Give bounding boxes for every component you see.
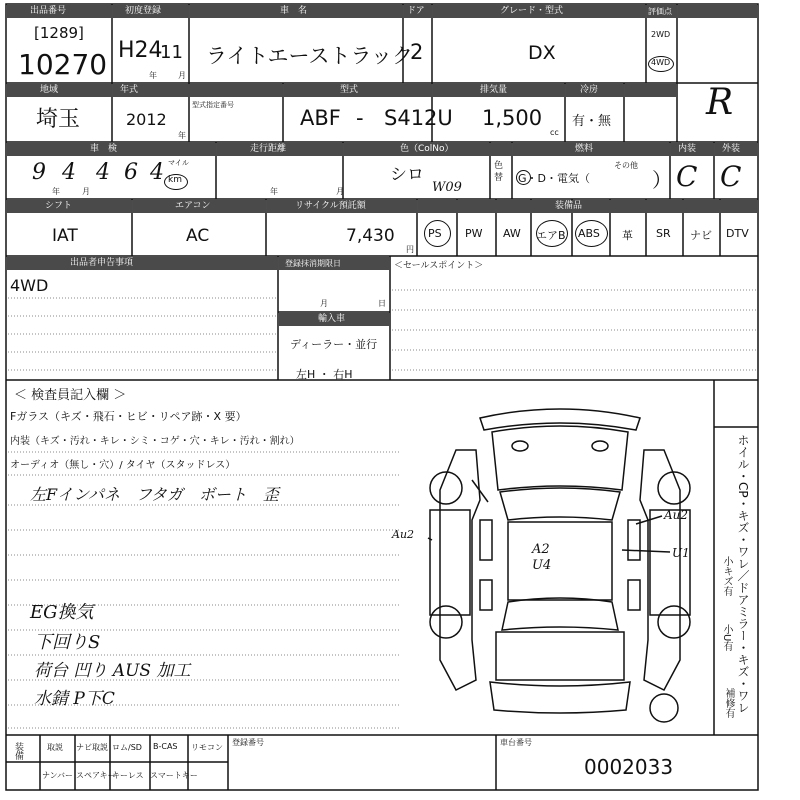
equip-dtv: DTV bbox=[726, 227, 749, 240]
header-fuel: 燃料 bbox=[575, 144, 594, 154]
fuel-options: G・D・電気（ bbox=[518, 172, 590, 185]
footer-item-navi-manual: ナビ取説 bbox=[76, 743, 108, 752]
inspection-month-mark: 月 bbox=[82, 187, 90, 196]
header-exterior: 外装 bbox=[722, 144, 741, 154]
mileage-digit-6: 6 bbox=[124, 160, 138, 185]
header-rating: 評価点 bbox=[648, 7, 672, 16]
grade-value: DX bbox=[528, 42, 556, 64]
color-name: シロ bbox=[390, 165, 424, 185]
inspector-hand-1: 左Fインパネ フタガ ボート 歪 bbox=[30, 485, 279, 504]
diagram-mark-center-2: U4 bbox=[532, 558, 552, 573]
model-dash: - bbox=[356, 106, 364, 130]
header-color: 色（ColNo） bbox=[400, 144, 454, 154]
right-vertical-text: ホイル・CP・キズ・ワレ／ドアミラー・キズ・ワレ bbox=[736, 434, 750, 714]
header-region: 地域 bbox=[40, 85, 59, 95]
footer-chassis-label: 車台番号 bbox=[500, 738, 532, 747]
drive-4wd: 4WD bbox=[651, 58, 671, 67]
transmission-value: IAT bbox=[52, 226, 78, 246]
import-hand: 左H ・ 右H bbox=[296, 368, 353, 381]
import-dealer: ディーラー・並行 bbox=[290, 338, 378, 351]
inspector-glass: Fガラス（キズ・飛石・ヒビ・リペア跡・X 要） bbox=[10, 410, 247, 423]
reg-deadline-month: 月 bbox=[320, 299, 328, 308]
header-model-code: 型式 bbox=[340, 85, 359, 95]
mileage-month-mark: 月 bbox=[336, 187, 344, 196]
recycle-unit: 円 bbox=[406, 245, 414, 254]
fuel-close: ） bbox=[652, 168, 672, 192]
aircon-value: AC bbox=[186, 226, 210, 246]
footer-item-smart-key: スマートキー bbox=[150, 771, 198, 780]
inspection-year: 9 bbox=[32, 160, 46, 185]
model-year-value: 2012 bbox=[126, 110, 167, 129]
rating-handwritten: R bbox=[706, 82, 734, 123]
color-change: 色替 bbox=[494, 161, 504, 183]
header-mileage: 走行距離 bbox=[250, 144, 287, 154]
diagram-mark-right-top: Au2 bbox=[664, 508, 689, 522]
right-small-scratch: 小キズ有 bbox=[721, 556, 732, 596]
inspection-year-mark: 年 bbox=[52, 187, 60, 196]
equip-airbag: エアB bbox=[536, 229, 566, 242]
fuel-other: その他 bbox=[614, 161, 638, 170]
inspector-hand-2: EG換気 bbox=[30, 602, 94, 623]
equip-navi: ナビ bbox=[690, 229, 712, 242]
notes-value: 4WD bbox=[10, 276, 49, 295]
header-transmission: シフト bbox=[45, 201, 73, 211]
equip-leather: 革 bbox=[622, 229, 633, 242]
displacement-unit: cc bbox=[550, 128, 559, 137]
reg-deadline-day: 日 bbox=[378, 299, 386, 308]
footer-item-remote: リモコン bbox=[191, 743, 223, 752]
diagram-mark-center-1: A2 bbox=[532, 542, 550, 557]
first-reg-year: H24 bbox=[118, 38, 163, 63]
diagram-mark-left: Au2 bbox=[392, 528, 415, 541]
header-reg-deadline: 登録抹消期限日 bbox=[285, 259, 341, 268]
inspector-hand-5: 水錆 P下C bbox=[34, 689, 115, 709]
mileage-km: km bbox=[168, 175, 182, 185]
right-repair: 補修有 bbox=[723, 688, 734, 718]
header-car-name: 車 名 bbox=[280, 6, 308, 16]
region-value: 埼玉 bbox=[36, 107, 81, 132]
footer-items-label: 装備 bbox=[13, 742, 23, 760]
header-equipment: 装備品 bbox=[555, 201, 583, 211]
header-first-reg: 初度登録 bbox=[125, 6, 162, 16]
model-code: S412U bbox=[384, 106, 453, 130]
equip-abs: ABS bbox=[578, 227, 600, 240]
mileage-digit-4b: 4 bbox=[150, 160, 164, 185]
header-interior: 内装 bbox=[678, 144, 697, 154]
mileage-digit-4: 4 bbox=[96, 160, 110, 185]
header-aircon: エアコン bbox=[175, 201, 211, 211]
model-prefix: ABF bbox=[300, 106, 341, 130]
header-sales-point: ＜セールスポイント＞ bbox=[394, 261, 484, 271]
footer-chassis-no: 0002033 bbox=[584, 755, 674, 779]
footer-item-manual: 取説 bbox=[47, 743, 63, 752]
model-year-sub: 型式指定番号 bbox=[192, 101, 234, 109]
inspector-interior: 内装（キズ・汚れ・キレ・シミ・コゲ・穴・キレ・汚れ・割れ） bbox=[10, 436, 300, 447]
inspector-header: ＜ 検査員記入欄 ＞ bbox=[14, 388, 127, 403]
mileage-mile: マイル bbox=[168, 159, 189, 167]
header-ac-check: 冷房 bbox=[580, 85, 599, 95]
header-notes: 出品者申告事項 bbox=[70, 258, 134, 268]
inspection-month: 4 bbox=[62, 160, 76, 185]
equip-sr: SR bbox=[656, 227, 671, 240]
footer-item-bcas: B-CAS bbox=[153, 742, 178, 751]
footer-reg-no-label: 登録番号 bbox=[232, 738, 264, 747]
car-diagram bbox=[400, 390, 714, 735]
interior-rating: C bbox=[676, 160, 698, 193]
model-year-mark: 年 bbox=[178, 131, 186, 140]
footer-item-plate: ナンバー bbox=[42, 771, 74, 780]
footer-item-rom: ロム/SD bbox=[112, 743, 142, 752]
header-inspection: 車 検 bbox=[90, 144, 118, 154]
header-model-year: 年式 bbox=[120, 85, 139, 95]
first-reg-month-mark: 月 bbox=[178, 71, 186, 80]
ac-presence: 有・無 bbox=[572, 114, 612, 129]
first-reg-month: 11 bbox=[160, 42, 183, 63]
right-small-u: 小U有 bbox=[721, 624, 732, 652]
header-recycle: リサイクル預託額 bbox=[295, 201, 366, 211]
header-doors: ドア bbox=[407, 6, 425, 16]
footer-item-spare-key: スペアキー bbox=[76, 771, 116, 780]
exterior-rating: C bbox=[720, 160, 742, 193]
inspector-audio: オーディオ（無し・穴）/ タイヤ（スタッドレス） bbox=[10, 460, 236, 471]
inspector-hand-3: 下回りS bbox=[34, 632, 101, 653]
inspector-hand-4: 荷台 凹り AUS 加工 bbox=[34, 661, 191, 681]
header-grade: グレード・型式 bbox=[500, 6, 564, 16]
header-lot-no: 出品番号 bbox=[30, 6, 67, 16]
header-displacement: 排気量 bbox=[480, 85, 508, 95]
footer-item-keyless: キーレス bbox=[112, 771, 144, 780]
lot-number: 10270 bbox=[18, 48, 108, 81]
color-code: W09 bbox=[432, 180, 462, 195]
first-reg-year-mark: 年 bbox=[149, 71, 157, 80]
equip-ps: PS bbox=[428, 227, 442, 240]
equip-pw: PW bbox=[465, 227, 483, 240]
diagram-mark-right-mid: U1 bbox=[672, 546, 690, 560]
displacement-value: 1,500 bbox=[482, 106, 543, 130]
car-name: ライトエーストラック bbox=[206, 44, 414, 68]
doors-value: 2 bbox=[410, 40, 424, 64]
recycle-value: 7,430 bbox=[346, 226, 395, 246]
lot-bracket: [1289] bbox=[34, 24, 84, 42]
header-import: 輸入車 bbox=[318, 314, 346, 324]
mileage-year-mark: 年 bbox=[270, 187, 278, 196]
drive-2wd: 2WD bbox=[651, 30, 671, 39]
equip-aw: AW bbox=[503, 227, 521, 240]
